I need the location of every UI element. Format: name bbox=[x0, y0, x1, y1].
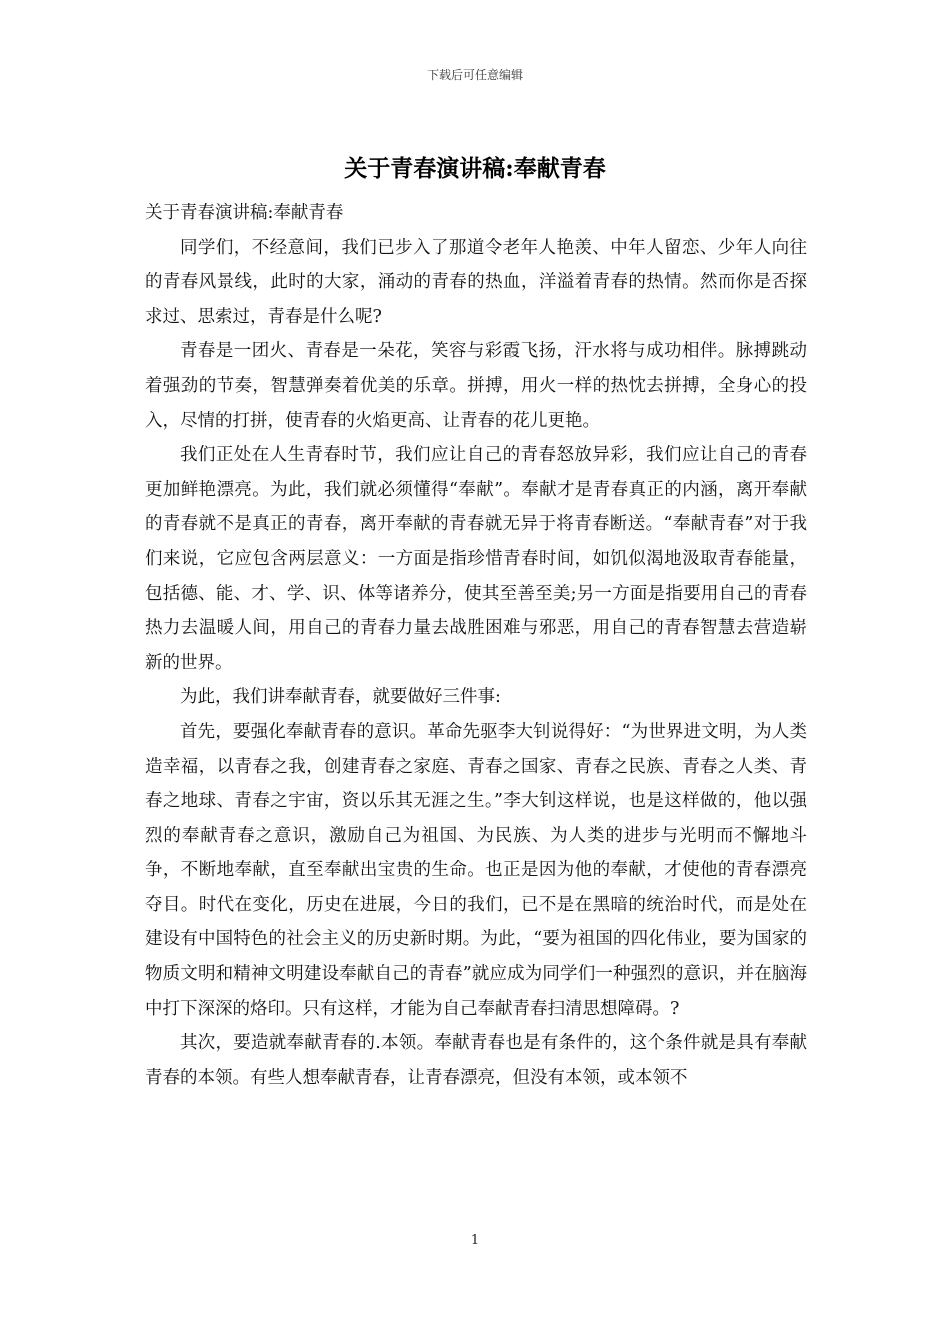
paragraph: 我们正处在人生青春时节，我们应让自己的青春怒放异彩，我们应让自己的青春更加鲜艳漂亮。为此，我们就必须懂得“奉献”。奉献才是青春真正的内涵，离开奉献的青春就不是真正的青春，离开奉献的青春就无异于将青春断送。“奉献青春”对于我们来说，它应包含两层意义：一方面是指珍惜青春时间，如饥似渴地汲取青春能量，包括德、能、才、学、识、体等诸养分，使其至善至美;另一方面是指要用自己的青春热力去温暖人间，用自己的青春力量去战胜困难与邪恶，用自己的青春智慧去营造崭新的世界。 bbox=[145, 445, 807, 673]
paragraph: 其次，要造就奉献青春的.本领。奉献青春也是有条件的，这个条件就是具有奉献青春的本领。有些人想奉献青春，让青春漂亮，但没有本领，或本领不 bbox=[145, 1033, 807, 1088]
header-note: 下载后可任意编辑 bbox=[426, 68, 523, 82]
paragraph: 青春是一团火、青春是一朵花，笑容与彩霞飞扬，汗水将与成功相伴。脉搏跳动着强劲的节奏，智慧弹奏着优美的乐章。拼搏，用火一样的热忱去拼搏，全身心的投入，尽情的打拼，使青春的火焰更高、让青春的花儿更艳。 bbox=[145, 341, 807, 431]
document-body bbox=[145, 196, 807, 1095]
document-subtitle: 关于青春演讲稿:奉献青春 bbox=[145, 203, 344, 223]
page-number: 1 bbox=[470, 1233, 480, 1248]
paragraph: 首先，要强化奉献青春的意识。革命先驱李大钊说得好：“为世界进文明，为人类造幸福，以青春之我，创建青春之家庭、青春之国家、青春之民族、青春之人类、青春之地球、青春之宇宙，资以乐其无涯之生。”李大钊这样说，也是这样做的，他以强烈的奉献青春之意识，激励自己为祖国、为民族、为人类的进步与光明而不懈地斗争，不断地奉献，直至奉献出宝贵的生命。也正是因为他的奉献，才使他的青春漂亮夺目。时代在变化，历史在进展，今日的我们，已不是在黑暗的统治时代，而是处在建设有中国特色的社会主义的历史新时期。为此，“要为祖国的四化伟业，要为国家的物质文明和精神文明建设奉献自己的青春”就应成为同学们一种强烈的意识，并在脑海中打下深深的烙印。只有这样，才能为自己奉献青春扫清思想障碍。? bbox=[145, 721, 807, 1019]
paragraph: 为此，我们讲奉献青春，就要做好三件事: bbox=[180, 687, 501, 708]
document-title: 关于青春演讲稿:奉献青春 bbox=[344, 155, 606, 182]
paragraph: 同学们，不经意间，我们已步入了那道令老年人艳羡、中年人留恋、少年人向往的青春风景线，此时的大家，涌动的青春的热血，洋溢着青春的热情。然而你是否探求过、思索过，青春是什么呢? bbox=[145, 237, 807, 327]
